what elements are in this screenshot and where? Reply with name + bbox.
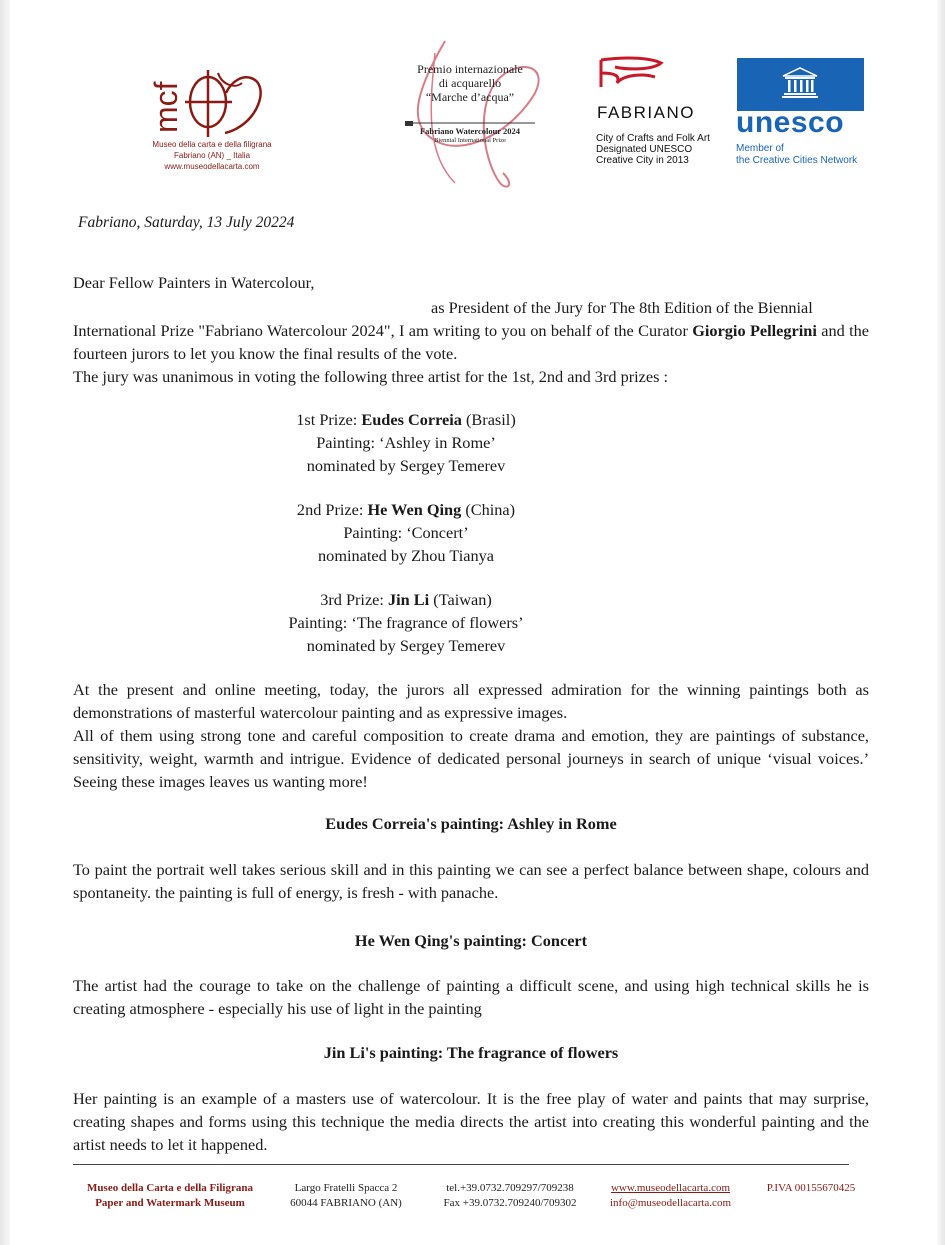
prize-nominated: nominated by Zhou Tianya bbox=[318, 546, 494, 565]
prize-prefix: 2nd Prize: bbox=[296, 500, 368, 519]
unesco-caption-line: Member of bbox=[736, 143, 784, 154]
temple-icon bbox=[737, 58, 864, 111]
mcf-caption-line: Fabriano (AN) _ Italia bbox=[173, 151, 251, 160]
prize-country: (Taiwan) bbox=[429, 590, 492, 609]
prize-artist: He Wen Qing bbox=[367, 500, 462, 519]
prize-line bbox=[73, 498, 739, 521]
admiration-paragraphs bbox=[73, 678, 869, 793]
intro-text: and the fourteen jurors to let you know the final results of the vote. bbox=[73, 321, 870, 363]
page-edge-shadow-right bbox=[937, 0, 945, 1245]
fabriano-caption-line: Creative City in 2013 bbox=[596, 155, 689, 166]
section-text-2 bbox=[73, 974, 869, 1020]
jury-line: The jury was unanimous in voting the following three artist for the 1st, 2nd and 3rd prizes : bbox=[73, 367, 669, 386]
fabriano-caption-line: Designated UNESCO bbox=[596, 144, 693, 155]
prize-nominated: nominated by Sergey Temerev bbox=[306, 456, 506, 475]
intro-paragraph bbox=[73, 296, 869, 388]
section-heading-2: He Wen Qing's painting: Concert bbox=[354, 931, 588, 950]
section-heading-3: Jin Li's painting: The fragrance of flowers bbox=[323, 1043, 619, 1062]
mcf-caption-line: www.museodellacarta.com bbox=[164, 162, 260, 171]
unesco-wordmark: unesco bbox=[736, 106, 845, 139]
intro-body bbox=[73, 319, 869, 365]
fabriano-caption bbox=[596, 133, 736, 166]
footer-address-line: 60044 FABRIANO (AN) bbox=[290, 1197, 402, 1209]
prize-painting: Painting: ‘The fragrance of flowers’ bbox=[288, 613, 524, 632]
premio-title bbox=[395, 62, 545, 104]
prize-painting: Painting: ‘Ashley in Rome’ bbox=[316, 433, 496, 452]
footer-website-link[interactable]: www.museodellacarta.com bbox=[610, 1182, 731, 1194]
page-edge-shadow-left bbox=[0, 0, 10, 1245]
premio-subtitle-small: Biennial International Prize bbox=[434, 137, 506, 144]
admiration-paragraph-1: At the present and online meeting, today, the jurors all expressed admiration for the winning paintings both as demonstrations of masterful watercolour painting and as expressive images. bbox=[73, 680, 869, 722]
footer-phone: tel.+39.0732.709297/709238 bbox=[446, 1182, 574, 1194]
footer-address bbox=[276, 1181, 416, 1211]
prize-block-2 bbox=[73, 498, 739, 567]
footer-email-link[interactable]: info@museodellacarta.com bbox=[610, 1197, 731, 1209]
premio-subtitle: Fabriano Watercolour 2024 bbox=[419, 126, 521, 136]
premio-logo bbox=[385, 33, 555, 193]
mcf-caption bbox=[132, 139, 292, 172]
intro-text: International Prize "Fabriano Watercolour 2024", I am writing to you on behalf of the Curator bbox=[73, 321, 693, 340]
footer-vat: P.IVA 00155670425 bbox=[766, 1182, 856, 1194]
dateline: Fabriano, Saturday, 13 July 20224 bbox=[78, 214, 295, 231]
prize-line bbox=[73, 408, 739, 431]
section-text-1 bbox=[73, 858, 869, 904]
footer-contacts bbox=[426, 1181, 594, 1211]
fabriano-wordmark: FABRIANO bbox=[597, 103, 695, 122]
footer-web-links bbox=[598, 1181, 743, 1211]
footer-address-line: Largo Fratelli Spacca 2 bbox=[294, 1182, 398, 1194]
unesco-emblem bbox=[737, 58, 864, 111]
mcf-caption-line: Museo della carta e della filigrana bbox=[152, 140, 272, 149]
curator-name: Giorgio Pellegrini bbox=[692, 321, 817, 340]
footer-fax: Fax +39.0732.709240/709302 bbox=[443, 1197, 577, 1209]
intro-first-line: as President of the Jury for The 8th Edition of the Biennial bbox=[431, 298, 813, 317]
admiration-paragraph-2: All of them using strong tone and careful composition to create drama and emotion, they are paintings of substance, sensitivity, weight, warmth and intrigue. Evidence of dedicated personal journeys in search of unique ‘visual voices.’ Seeing these images leaves us wanting more! bbox=[73, 726, 869, 791]
salutation: Dear Fellow Painters in Watercolour, bbox=[73, 273, 315, 292]
section-paragraph: To paint the portrait well takes serious skill and in this painting we can see a perfect balance between shape, colours and spontaneity. the painting is full of energy, is fresh - with panache. bbox=[73, 860, 869, 902]
footer-museum-italian: Museo della Carta e della Filigrana bbox=[87, 1182, 253, 1194]
section-text-3 bbox=[73, 1087, 869, 1156]
footer-museum-name bbox=[70, 1181, 270, 1211]
prize-country: (Brasil) bbox=[461, 410, 516, 429]
section-paragraph: The artist had the courage to take on the challenge of painting a difficult scene, and using high technical skills he is creating atmosphere - especially his use of light in the painting bbox=[73, 976, 869, 1018]
svg-text:mcf: mcf bbox=[148, 81, 184, 133]
section-heading-1: Eudes Correia's painting: Ashley in Rome bbox=[325, 814, 617, 833]
unesco-caption bbox=[736, 143, 886, 167]
prize-artist: Jin Li bbox=[388, 590, 430, 609]
prize-line bbox=[73, 588, 739, 611]
prize-country: (China) bbox=[461, 500, 516, 519]
section-paragraph: Her painting is an example of a masters use of watercolour. It is the free play of water and paints that may surprise, creating shapes and forms using this technique the media directs the artist into creating this wonderful painting and the artist needs to let it happened. bbox=[73, 1089, 869, 1154]
prize-nominated: nominated by Sergey Temerev bbox=[306, 636, 506, 655]
footer-divider bbox=[73, 1164, 849, 1165]
premio-line: di acquarello bbox=[438, 76, 502, 90]
fabriano-caption-line: City of Crafts and Folk Art bbox=[596, 133, 710, 144]
prize-block-1 bbox=[73, 408, 739, 477]
prize-block-3 bbox=[73, 588, 739, 657]
footer-museum-english: Paper and Watermark Museum bbox=[95, 1197, 245, 1209]
premio-line: “Marche d’acqua” bbox=[425, 90, 515, 104]
prize-painting: Painting: ‘Concert’ bbox=[343, 523, 469, 542]
prize-prefix: 3rd Prize: bbox=[320, 590, 389, 609]
unesco-caption-line: the Creative Cities Network bbox=[736, 155, 858, 166]
prize-artist: Eudes Correia bbox=[361, 410, 462, 429]
premio-line: Premio internazionale bbox=[417, 62, 523, 76]
prize-prefix: 1st Prize: bbox=[296, 410, 362, 429]
